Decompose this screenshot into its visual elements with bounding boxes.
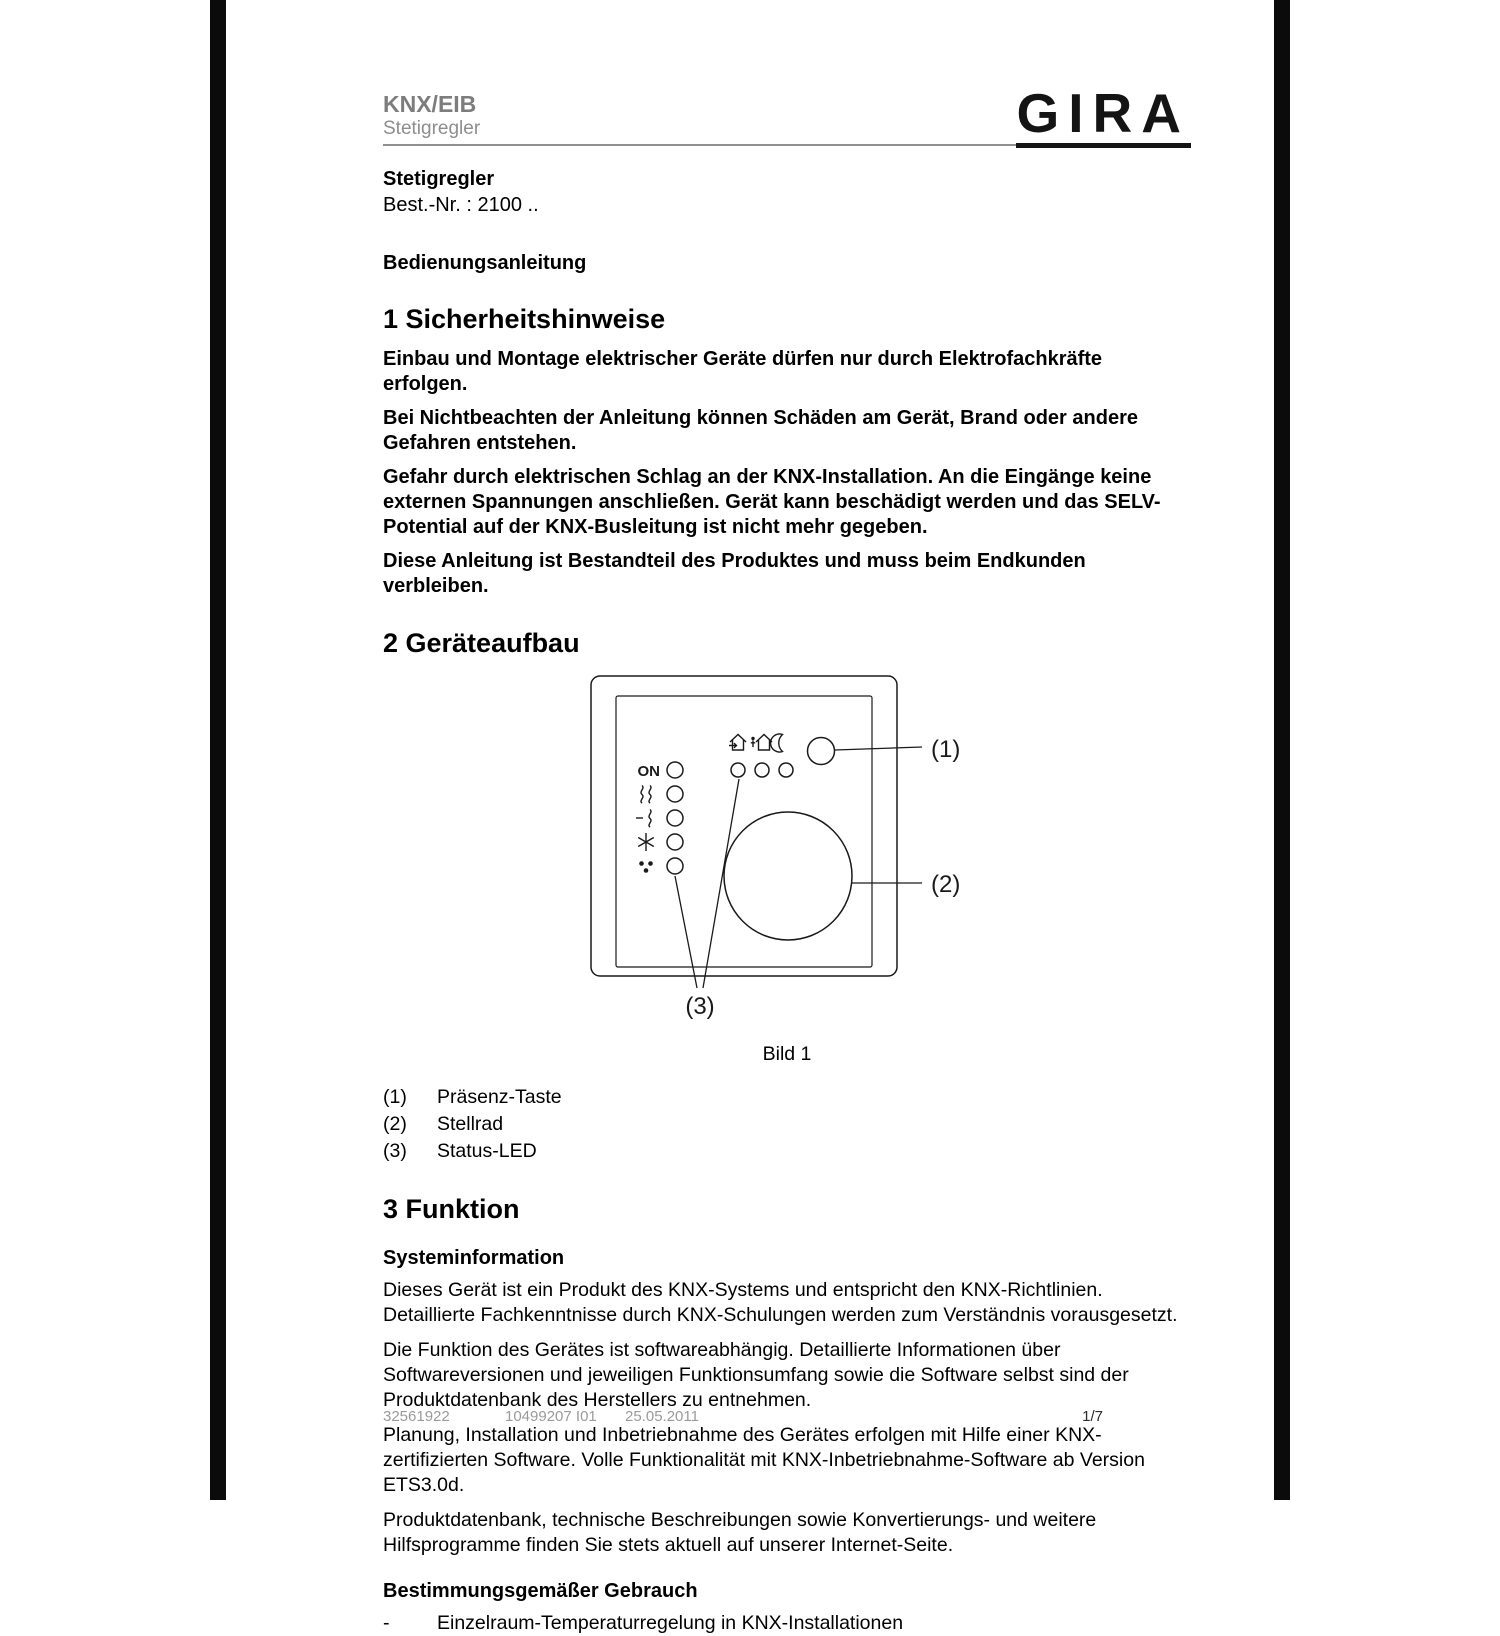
status-led [667, 858, 683, 874]
heating-reduced-icon [636, 810, 651, 828]
device-outer-frame [591, 676, 897, 976]
footer-doc-number: 32561922 [383, 1408, 450, 1425]
legend-ref: (2) [383, 1113, 407, 1136]
document-page [383, 81, 1191, 1636]
dew-icon [639, 862, 653, 874]
legend-label: Status-LED [437, 1140, 537, 1163]
callout-line-3b [703, 779, 739, 988]
order-number: Best.-Nr. : 2100 .. [383, 194, 539, 216]
function-paragraph: Planung, Installation und Inbetriebnahme des Gerätes erfolgen mit Hilfe einer KNX-zertifizierten Software. Volle Funktionalität mit KNX-Inbetriebnahme-Software ab Version ETS3.0d. [383, 1424, 1145, 1497]
page-edge-right [1274, 0, 1290, 1500]
header-left [383, 91, 480, 144]
usage-list-item [383, 1611, 1191, 1636]
cooling-snowflake-icon [638, 833, 654, 851]
callout-line-1 [835, 747, 922, 750]
legend-item [383, 1084, 1191, 1111]
device-figure [553, 670, 1023, 1038]
function-paragraph: Produktdatenbank, technische Beschreibungen sowie Konvertierungs- und weitere Hilfsprogramme finden Sie stets aktuell auf unserer Internet-Seite. [383, 1509, 1097, 1557]
safety-paragraph: Bei Nichtbeachten der Anleitung können Schäden am Gerät, Brand oder andere Gefahren entstehen. [383, 406, 1138, 454]
header-subtitle: Stetigregler [383, 118, 481, 140]
figure-texts [638, 736, 961, 1020]
status-led [667, 810, 683, 826]
function-paragraph: Die Funktion des Gerätes ist softwareabhängig. Detaillierte Informationen über Softwareversionen und jeweiligen Funktionsumfang sowie die Software selbst sind der Produktdatenbank des Herstellers zu entnehmen. [383, 1339, 1129, 1412]
section-title-device: 2 Geräteaufbau [383, 627, 580, 658]
subsection-title-systeminformation: Systeminformation [383, 1247, 565, 1270]
section-title-safety: 1 Sicherheitshinweise [383, 304, 666, 334]
product-name: Stetigregler [383, 168, 495, 190]
footer-date: 25.05.2011 [625, 1408, 699, 1425]
function-paragraph: Dieses Gerät ist ein Produkt des KNX-Systems und entspricht den KNX-Richtlinien. Detaillierte Fachkenntnisse durch KNX-Schulungen werden zum Verständnis vorausgesetzt. [383, 1279, 1178, 1327]
status-led [667, 762, 683, 778]
comfort-house-icon [729, 735, 746, 751]
section-title-function: 3 Funktion [383, 1194, 520, 1225]
legend-label: Präsenz-Taste [437, 1086, 562, 1109]
status-led [667, 834, 683, 850]
safety-paragraph: Einbau und Montage elektrischer Geräte dürfen nur durch Elektrofachkräfte erfolgen. [383, 347, 1103, 395]
status-led [667, 786, 683, 802]
callout-line-3a [675, 876, 697, 988]
legend-item [383, 1111, 1191, 1138]
gira-logo: GIRA [1016, 91, 1192, 148]
mode-led [779, 763, 793, 777]
legend-ref: (3) [383, 1140, 407, 1163]
legend-ref: (1) [383, 1086, 407, 1109]
presence-house-icon [751, 735, 772, 751]
footer-page-indicator: 1/7 [1082, 1408, 1103, 1425]
legend-item [383, 1138, 1191, 1165]
legend-label: Stellrad [437, 1113, 504, 1136]
safety-paragraph: Diese Anleitung ist Bestandteil des Produktes und muss beim Endkunden verbleiben. [383, 549, 1086, 597]
on-label: ON [637, 763, 660, 781]
figure-caption: Bild 1 [762, 1043, 812, 1066]
page-footer [383, 1408, 1191, 1425]
night-moon-icon [771, 734, 783, 752]
stellrad-wheel-shape [724, 812, 852, 940]
system-label: KNX/EIB [383, 90, 477, 117]
usage-bullet: - [383, 1612, 390, 1635]
page-edge-left [210, 0, 226, 1500]
safety-paragraph: Gefahr durch elektrischen Schlag an der KNX-Installation. An die Eingänge keine externen Spannungen anschließen. Gerät kann beschädigt werden und das SELV-Potential auf der KNX-Busleitung ist nicht mehr gegeben. [383, 465, 1161, 538]
figure-legend [383, 1084, 1191, 1165]
doc-type-label: Bedienungsanleitung [383, 252, 587, 274]
document-header [383, 81, 1191, 146]
callout-label-3: (3) [685, 993, 715, 1021]
callout-label-1: (1) [931, 736, 961, 764]
device-icons [636, 734, 783, 873]
usage-text: Einzelraum-Temperaturregelung in KNX-Installationen [437, 1612, 904, 1635]
mode-led [731, 763, 745, 777]
presence-button-shape [808, 738, 835, 765]
footer-doc-id: 10499207 I01 [505, 1408, 597, 1425]
product-block [383, 166, 1191, 218]
device-drawing [591, 676, 922, 988]
subsection-title-usage: Bestimmungsgemäßer Gebrauch [383, 1580, 698, 1603]
device-figure-block [383, 670, 1191, 1068]
callout-label-2: (2) [931, 871, 961, 899]
heating-icon [641, 786, 651, 804]
mode-led [755, 763, 769, 777]
